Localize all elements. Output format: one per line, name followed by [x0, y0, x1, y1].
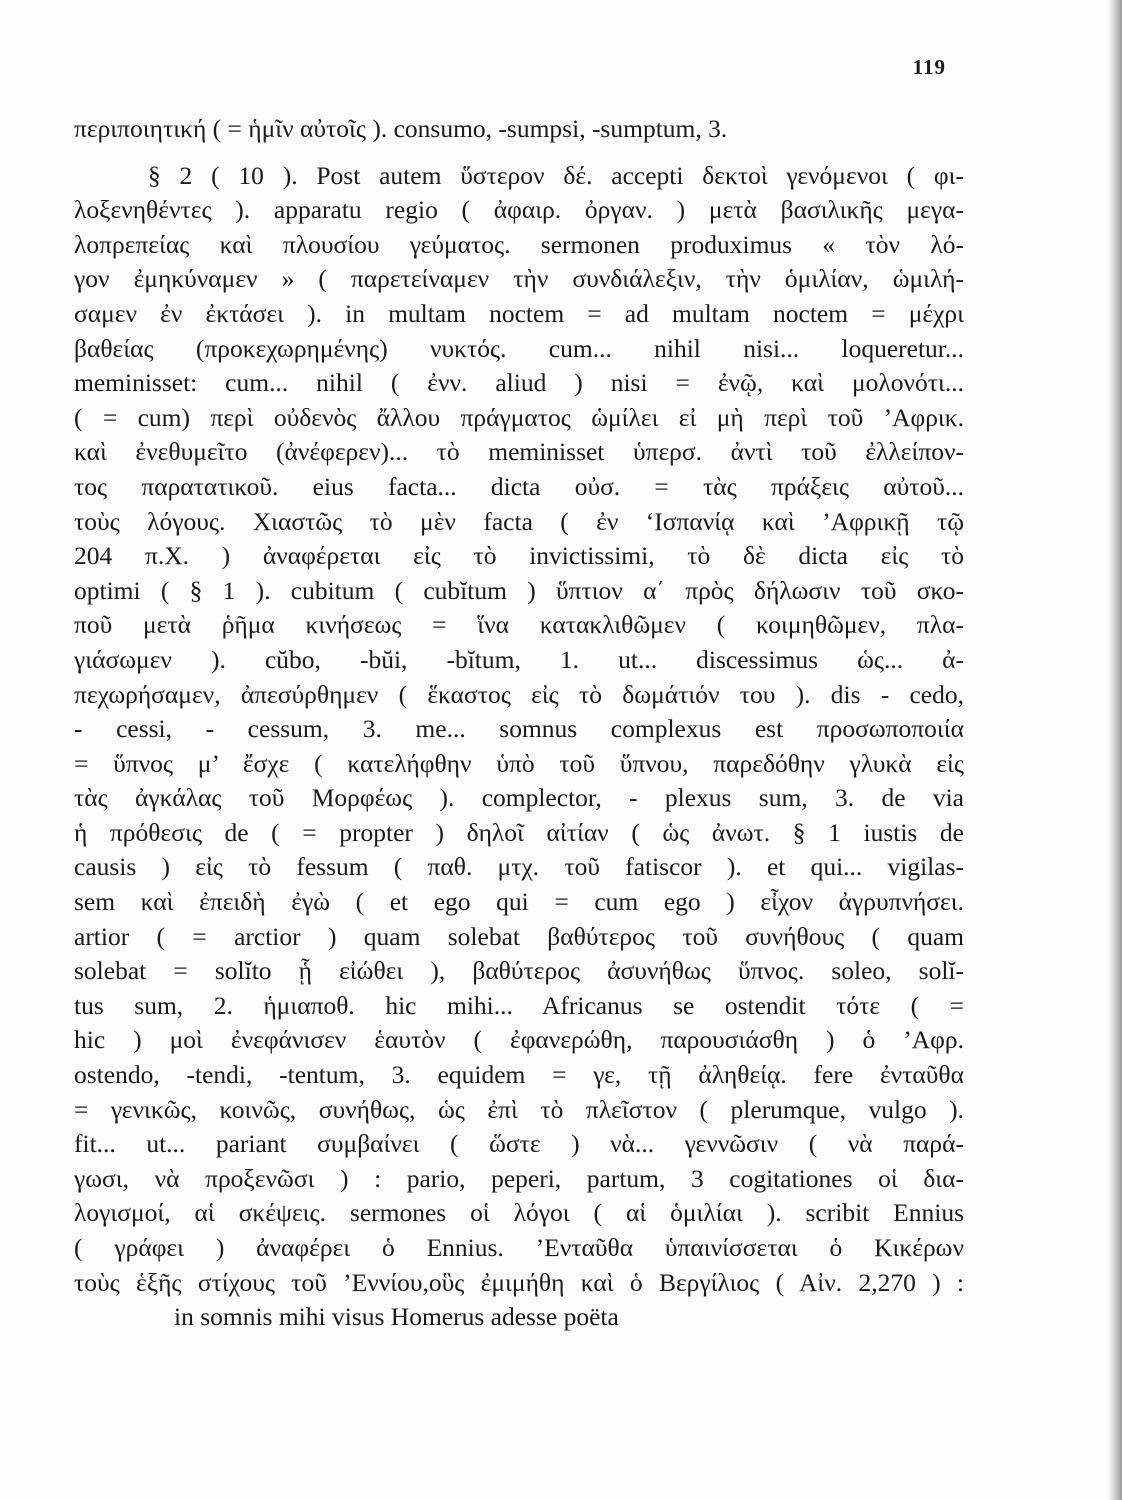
text-line: fit... ut... pariant συμβαίνει ( ὥστε ) νὰ... γεννῶσιν ( νὰ παρά-: [74, 1129, 964, 1159]
text-line: τοὺς λόγους. Χιαστῶς τὸ μὲν facta ( ἐν ‘Ισπανίᾳ καὶ ’Αφρικῇ τῷ: [74, 506, 964, 536]
text-line: σαμεν ἐν ἐκτάσει ). in multam noctem = ad multam noctem = μέχρι: [74, 298, 964, 328]
text-line: λογισμοί, αἱ σκέψεις. sermones οἱ λόγοι ( αἱ ὁμιλίαι ). scribit Ennius: [74, 1198, 964, 1228]
paragraph-gap: [74, 147, 964, 159]
text-line: γιάσωμεν ). cŭbo, -bŭi, -bĭtum, 1. ut... discessimus ὡς... ἀ-: [74, 644, 964, 674]
text-line: artior ( = arctior ) quam solebat βαθύτερος τοῦ συνήθους ( quam: [74, 921, 964, 951]
text-line: ἡ πρόθεσις de ( = propter ) δηλοῖ αἰτίαν ( ὡς ἀνωτ. § 1 iustis de: [74, 817, 964, 847]
text-line: τὰς ἀγκάλας τοῦ Μορφέως ). complector, - plexus sum, 3. de via: [74, 783, 964, 813]
text-line: optimi ( § 1 ). cubitum ( cubĭtum ) ὕπτιον α΄ πρὸς δήλωσιν τοῦ σκο-: [74, 575, 964, 605]
text-line: καὶ ἐνεθυμεῖτο (ἀνέφερεν)... τὸ meminisset ὑπερσ. ἀντὶ τοῦ ἐλλείπον-: [74, 437, 964, 467]
text-line: τοὺς ἑξῆς στίχους τοῦ ’Εννίου,οὓς ἐμιμήθη καὶ ὁ Βεργίλιος ( Αἰν. 2,270 ) :: [74, 1267, 964, 1297]
text-line: - cessi, - cessum, 3. me... somnus complexus est προσωποποιία: [74, 714, 964, 744]
text-line: tus sum, 2. ἡμιαποθ. hic mihi... Africanus se ostendit τότε ( =: [74, 990, 964, 1020]
text-line: ( γράφει ) ἀναφέρει ὁ Ennius. ’Ενταῦθα ὑπαινίσσεται ὁ Κικέρων: [74, 1233, 964, 1262]
text-line: πεχωρήσαμεν, ἀπεσύρθημεν ( ἕκαστος εἰς τὸ δωμάτιόν του ). dis - cedo,: [74, 679, 964, 709]
text-line: βαθείας (προκεχωρημένης) νυκτός. cum... nihil nisi... loqueretur...: [74, 333, 964, 363]
text-line: solebat = solĭto ᾗ εἰώθει ), βαθύτερος ἀσυνήθως ὕπνος. soleo, solĭ-: [74, 956, 964, 986]
text-line: causis ) εἰς τὸ fessum ( παθ. μτχ. τοῦ fatiscor ). et qui... vigilas-: [74, 852, 964, 882]
text-line: γωσι, νὰ προξενῶσι ) : pario, peperi, partum, 3 cogitationes οἱ δια-: [74, 1163, 964, 1193]
text-line: 204 π.Χ. ) ἀναφέρεται εἰς τὸ invictissimi, τὸ δὲ dicta εἰς τὸ: [74, 541, 964, 571]
text-line: ποῦ μετὰ ῥῆμα κινήσεως = ἵνα κατακλιθῶμεν ( κοιμηθῶμεν, πλα-: [74, 610, 964, 640]
text-line: sem καὶ ἐπειδὴ ἐγὼ ( et ego qui = cum ego ) εἶχον ἀγρυπνήσει.: [74, 887, 964, 917]
text-line: τος παρατατικοῦ. eius facta... dicta οὐσ. = τὰς πράξεις αὐτοῦ...: [74, 471, 964, 501]
text-line: λοπρεπείας καὶ πλουσίου γεύματος. sermonen produximus « τὸν λό-: [74, 229, 964, 259]
verse-quotation-line: in somnis mihi visus Homerus adesse poëta: [174, 1302, 619, 1332]
text-line: = ὕπνος μ’ ἔσχε ( κατελήφθην ὑπὸ τοῦ ὕπνου, παρεδόθην γλυκὰ εἰς: [74, 748, 964, 778]
text-line: γον ἐμηκύναμεν » ( παρετείναμεν τὴν συνδιάλεξιν, τὴν ὁμιλίαν, ὡμιλή-: [74, 264, 964, 294]
text-line: λοξενηθέντες ). apparatu regio ( ἀφαιρ. ὀργαν. ) μετὰ βασιλικῆς μεγα-: [74, 195, 964, 225]
text-line: ostendo, -tendi, -tentum, 3. equidem = γε, τῇ ἀληθείᾳ. fere ἐνταῦθα: [74, 1060, 964, 1090]
text-line: § 2 ( 10 ). Post autem ὕστερον δέ. accepti δεκτοὶ γενόμενοι ( φι-: [148, 160, 964, 190]
text-line: = γενικῶς, κοινῶς, συνήθως, ὡς ἐπὶ τὸ πλεῖστον ( plerumque, vulgo ).: [74, 1094, 964, 1124]
text-line: hic ) μοὶ ἐνεφάνισεν ἑαυτὸν ( ἐφανερώθη, παρουσιάσθη ) ὁ ’Αφρ.: [74, 1025, 964, 1055]
scan-edge-shadow: [1108, 0, 1122, 1500]
text-line: ( = cum) περὶ οὐδενὸς ἄλλου πράγματος ὡμίλει εἰ μὴ περὶ τοῦ ’Αφρικ.: [74, 402, 964, 432]
commentary-text: [74, 112, 964, 1335]
text-line: meminisset: cum... nihil ( ἐνν. aliud ) nisi = ἐνῷ, καὶ μολονότι...: [74, 368, 964, 398]
text-line: περιποιητική ( = ἡμῖν αὐτοῖς ). consumo, -sumpsi, -sumptum, 3.: [74, 114, 728, 143]
page-number: 119: [912, 55, 946, 79]
